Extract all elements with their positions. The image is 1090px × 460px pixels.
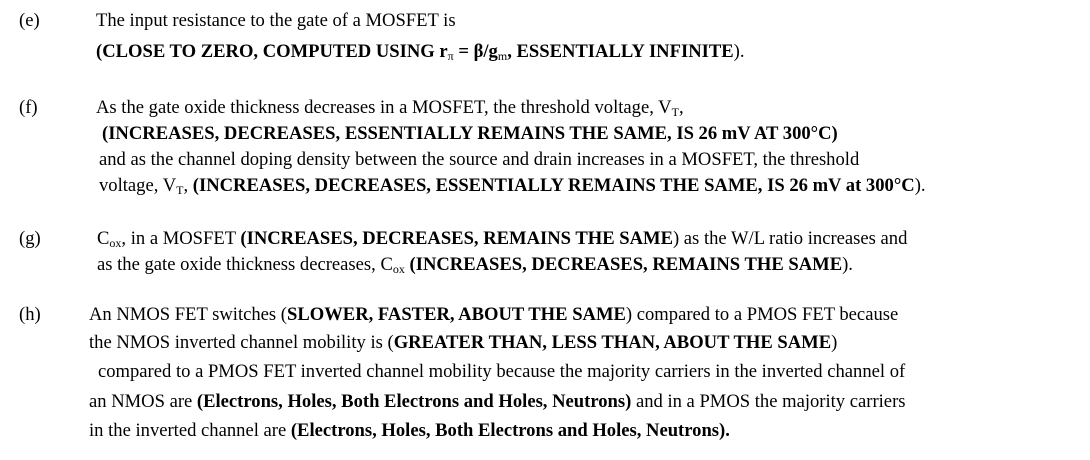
question-h-line-4 (89, 389, 906, 415)
question-h-text-3: the NMOS inverted channel mobility is ( (89, 332, 394, 353)
question-f-line-2 (102, 121, 838, 147)
question-h-line-2 (89, 330, 837, 356)
question-e-options-mid: = β/g (453, 41, 498, 62)
question-h-text-8: in the inverted channel are (89, 420, 291, 441)
cox-subscript-2: ox (392, 262, 405, 276)
question-g-line-1 (97, 226, 907, 252)
question-f-label: (f) (19, 97, 38, 118)
question-h-options-3: (Electrons, Holes, Both Electrons and Holes, Neutrons) (196, 391, 632, 412)
question-f-text-3: voltage, V (99, 175, 177, 196)
question-e-line-2 (96, 39, 745, 65)
question-h-text-1: An NMOS FET switches ( (89, 304, 287, 325)
question-h-options-1: SLOWER, FASTER, ABOUT THE SAME (287, 304, 626, 325)
question-e-options-start: (CLOSE TO ZERO, COMPUTED USING r (96, 41, 448, 62)
vt-subscript-2: T (176, 183, 184, 197)
question-g-options-1: (INCREASES, DECREASES, REMAINS THE SAME (240, 228, 673, 249)
question-f-line-3 (99, 147, 859, 173)
gm-subscript: m (497, 49, 508, 63)
question-e-label: (e) (19, 10, 40, 31)
question-h-text-2: ) compared to a PMOS FET because (625, 304, 899, 325)
question-g-text-2: ) as the W/L ratio increases and (672, 228, 908, 249)
question-e-line-1 (96, 8, 456, 34)
question-f-line-1 (96, 95, 684, 121)
question-h-line-3 (98, 359, 905, 385)
question-f-options-1: (INCREASES, DECREASES, ESSENTIALLY REMAINS THE SAME, IS 26 mV AT 300°C) (102, 123, 838, 144)
question-f-text-1: As the gate oxide thickness decreases in a MOSFET, the threshold voltage, V (96, 97, 672, 118)
question-g-text-3: as the gate oxide thickness decreases, C (97, 254, 393, 275)
question-e-options-end: , ESSENTIALLY INFINITE (507, 41, 734, 62)
question-h-line-1 (89, 302, 898, 328)
vt-subscript: T (671, 105, 679, 119)
cox-symbol: C (97, 228, 110, 249)
question-h-options-2: GREATER THAN, LESS THAN, ABOUT THE SAME (393, 332, 832, 353)
question-f-close: ). (914, 175, 926, 196)
question-h-text-4: ) (831, 332, 838, 353)
question-g-close: ). (842, 254, 853, 275)
question-g-label: (g) (19, 228, 41, 249)
question-h-label: (h) (19, 304, 41, 325)
question-h-line-5 (89, 418, 730, 444)
question-h-text-5: compared to a PMOS FET inverted channel mobility because the majority carriers in the inverted channel of (98, 361, 906, 382)
question-f-line-4 (99, 173, 926, 199)
question-f-comma: , (678, 97, 684, 118)
question-h-text-6: an NMOS are (89, 391, 197, 412)
question-g-options-2: (INCREASES, DECREASES, REMAINS THE SAME (409, 254, 843, 275)
question-g-line-2 (97, 252, 853, 278)
question-f-options-2: (INCREASES, DECREASES, ESSENTIALLY REMAINS THE SAME, IS 26 mV at 300°C (192, 175, 915, 196)
cox-subscript: ox (109, 236, 122, 250)
r-pi-subscript: π (447, 49, 454, 63)
question-f-text-2: and as the channel doping density between the source and drain increases in a MOSFET, the threshold (99, 149, 860, 170)
question-h-options-4: (Electrons, Holes, Both Electrons and Holes, Neutrons). (290, 420, 730, 441)
question-g-text-1: , in a MOSFET (121, 228, 241, 249)
question-e-text: The input resistance to the gate of a MOSFET is (96, 10, 456, 31)
question-f-comma-2: , (183, 175, 193, 196)
question-h-text-7: and in a PMOS the majority carriers (631, 391, 906, 412)
question-e-close: ). (733, 41, 745, 62)
